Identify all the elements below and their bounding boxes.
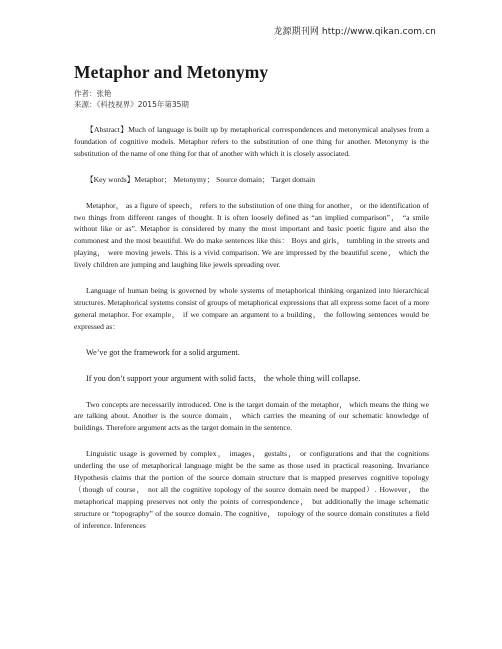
body-paragraph: Two concepts are necessarily introduced. One is the target domain of the metaphor， which means the thing we are talking about. Another is the source domain， which carries the meaning of our schematic knowledge of buildings. Therefore argument acts as the target domain in the sentence.: [74, 399, 429, 433]
example-sentence: We’ve got the framework for a solid argument.: [86, 347, 240, 357]
article-title: Metaphor and Metonymy: [74, 62, 269, 82]
article-meta: [74, 88, 429, 110]
article-body: [74, 62, 429, 532]
keywords-label: 【Key words】: [86, 174, 135, 184]
body-paragraph: Language of human being is governed by whole systems of metaphorical thinking organized into hierarchical structures. Metaphorical systems consist of groups of metaphorical expressions that all express some facet of a more general metaphor. For example， if we compare an argument to a building， the following sentences would be expressed as：: [74, 286, 429, 331]
source-line: 来源：《科技视界》2015年第35期: [74, 100, 189, 109]
abstract-text: Much of language is built up by metaphorical correspondences and metonymical analyses from a foundation of cognitive models. Metaphor refers to the substitution of one thing for another. Metonymy is the substitution of the name of one thing for that of another with which it is closely associated.: [74, 125, 429, 158]
example-sentence: If you don’t support your argument with solid facts， the whole thing will collapse.: [86, 373, 361, 383]
author-line: 作者：张艳: [74, 89, 112, 98]
body-paragraph: Metaphor， as a figure of speech， refers to the substitution of one thing for another， or the identification of two things from different ranges of thought. It is often loosely defined as “an implied comparison”， “a smile without like or as”. Metaphor is considered by many the most important and basic poetic figure and also the commonest and the most beautiful. We do make sentences like this： Boys and girls， tumbling in the streets and playing， were moving jewels. This is a vivid comparison. We are impressed by the beautiful scene， which the lively children are jumping and laughing like jewels spreading over.: [74, 200, 429, 270]
journal-source-header: 龙源期刊网 http://www.qikan.com.cn: [273, 27, 436, 37]
abstract: [74, 124, 429, 160]
abstract-label: 【Abstract】: [86, 125, 129, 134]
body-paragraph: Linguistic usage is governed by complex， images， gestalts， or configurations and that the cognitions underling the use of metaphorical language might be the same as those used in practical reasoning. Invariance Hypothesis claims that the portion of the source domain structure that is mapped preserves cognitive topology（though of course， not all the cognitive topology of the source domain need be mapped）. However， the metaphorical mapping preserves not only the points of correspondence， but additionally the image schematic structure or “topography” of the source domain. The cognitive， topology of the source domain constitutes a field of inference. Inferences: [74, 449, 429, 530]
keywords-text: Metaphor； Metonymy； Source domain； Target domain: [134, 174, 316, 184]
keywords: [74, 174, 429, 186]
